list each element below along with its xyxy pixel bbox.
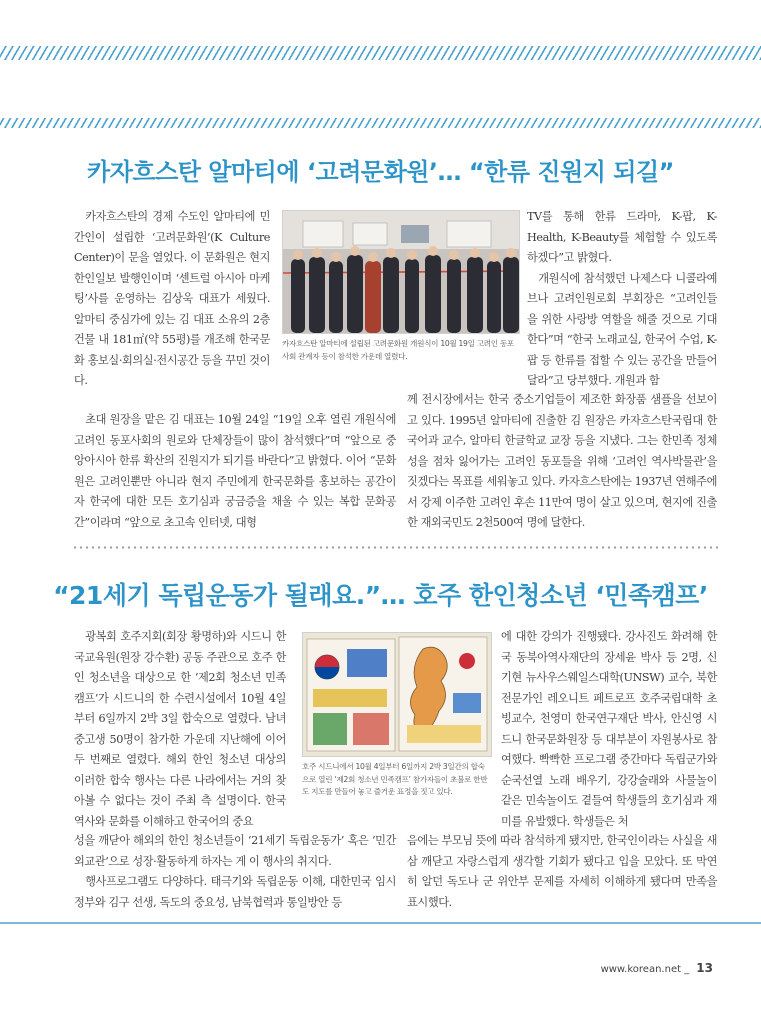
article-2-column-right — [501, 627, 717, 832]
article-2-paragraph: 행사프로그램도 다양하다. 태극기와 독립운동 이해, 대한민국 임시정부와 김구 선생, 독도의 중요성, 남북협력과 통일방안 등 — [74, 875, 396, 909]
article-1-paragraph: TV를 통해 한류 드라마, K-팝, K-Health, K-Beauty를 체험할 수 있도록 하겠다”고 밝혔다. — [527, 210, 717, 264]
decorative-hatch-band-bottom — [0, 118, 761, 128]
article-2-column-left-bottom — [74, 831, 396, 913]
footer-rule — [0, 922, 761, 924]
article-1-photo-caption: 카자흐스탄 알마티에 설립된 고려문화원 개원식이 10월 19일 고려인 동포사회 관계자 등이 참석한 가운데 열렸다. — [282, 339, 515, 361]
article-2-photo — [302, 632, 492, 757]
article-1-paragraph: 개원식에 참석했던 나제스다 니콜라예브나 고려인원로회 부회장은 “고려인들을 위한 사랑방 역할을 해줄 것으로 기대한다”며 “한국 노래교실, 한국어 수업, K-팝 등 한류를 접할 수 있는 공간을 만들어 달라”고 당부했다. 개원과 함 — [527, 271, 717, 387]
article-2-paragraph: 광복회 호주지회(회장 황명하)와 시드니 한국교육원(원장 강수환) 공동 주관으로 호주 한인 청소년을 대상으로 한 ‘제2회 청소년 민족캠프’가 시드니의 한 수련시설에서 10월 4일부터 6일까지 2박 3일 합숙으로 열렸다. 남녀 중고생 50명이 참가한 가운데 지난해에 이어 두 번째로 열렸다. 해외 한인 청소년 대상의 이러한 합숙 행사는 다른 나라에서는 거의 찾아볼 수 없다는 것이 주최 측 설명이다. 한국 역사와 문화를 이해하고 한국어의 중요 — [74, 630, 286, 828]
section-divider-dotted — [72, 546, 718, 549]
article-1-paragraph: 께 전시장에서는 한국 중소기업들이 제조한 화장품 샘플을 선보이고 있다. 1995년 알마티에 진출한 김 원장은 카자흐스탄국립대 한국어과 교수, 알마티 한글학교 교장 등을 지냈다. 그는 한민족 정체성을 점차 잃어가는 고려인 동포들을 위해 ‘고려인 역사박물관’을 짓겠다는 목표를 세워놓고 있다. 카자흐스탄에는 1937년 연해주에서 강제 이주한 고려인 후손 11만여 명이 살고 있으며, 현지에 진출한 재외국민도 2천500여 명에 달한다. — [407, 393, 717, 529]
article-1-column-right-bottom — [407, 390, 717, 534]
article-1-column-left-bottom — [74, 410, 396, 533]
article-2-column-right-bottom — [407, 831, 717, 913]
article-1-column-left — [74, 207, 270, 392]
decorative-hatch-band-top — [0, 46, 761, 60]
article-2-headline: “21세기 독립운동가 될래요.”… 호주 한인청소년 ‘민족캠프’ — [53, 581, 708, 610]
article-2-paragraph: 에 대한 강의가 진행됐다. 강사진도 화려해 한국 동북아역사재단의 장세윤 박사 등 2명, 신기현 뉴사우스웨일스대학(UNSW) 교수, 북한 전문가인 레오니트 페트로프 호주국립대학 초빙교수, 천영미 한국연구재단 박사, 안신영 시드니 한국문화원장 등 대부분이 자원봉사로 참여했다. 빡빡한 프로그램 중간마다 독립군가와 순국선열 노래 배우기, 강강술래와 사물놀이 같은 민속놀이도 곁들여 학생들의 호기심과 재미를 유발했다. 학생들은 처 — [501, 630, 717, 828]
ceremony-photo-illustration — [283, 211, 519, 333]
article-2-paragraph: 음에는 부모님 뜻에 따라 참석하게 됐지만, 한국인이라는 사실을 새삼 깨닫고 자랑스럽게 생각할 기회가 됐다고 입을 모았다. 또 막연히 알던 독도나 군 위안부 문제를 자세히 이해하게 됐다며 만족을 표시했다. — [407, 834, 717, 909]
page-footer — [601, 957, 713, 976]
article-1-paragraph: 초대 원장을 맡은 김 대표는 10월 24일 “19일 오후 열린 개원식에 고려인 동포사회의 원로와 단체장들이 많이 참석했다”며 “앞으로 중앙아시아 한류 확산의 진원지가 되기를 바란다”고 밝혔다. 이어 “문화원은 고려인뿐만 아니라 현지 주민에게 한국문화를 홍보하는 공간이자 한국에 대한 모든 호기심과 궁금증을 채울 수 있는 복합 문화공간”이라며 “앞으로 초고속 인터넷, 대형 — [74, 413, 396, 529]
camp-photo-illustration — [303, 633, 491, 756]
page-number: 13 — [696, 961, 713, 975]
article-1-column-right — [527, 207, 717, 392]
article-1-paragraph: 카자흐스탄의 경제 수도인 알마티에 민간인이 설립한 ‘고려문화원’(K Culture Center)이 문을 열었다. 이 문화원은 현지 한인일보 발행인이며 ‘센트럴 아시아 마케팅’사를 운영하는 김상욱 대표가 세웠다. 알마티 중심가에 있는 김 대표 소유의 2층 건물 내 181㎡(약 55평)를 개조해 한국문화 홍보실·회의실·전시공간 등을 꾸민 것이다. — [74, 210, 270, 387]
article-2-paragraph: 성을 깨닫아 해외의 한인 청소년들이 ‘21세기 독립운동가’ 혹은 ‘민간외교관’으로 성장·활동하게 하자는 게 이 행사의 취지다. — [74, 834, 396, 868]
footer-url: www.korean.net _ — [600, 964, 690, 975]
article-1-headline: 카자흐스탄 알마티에 ‘고려문화원’… “한류 진원지 되길” — [87, 158, 674, 186]
article-2-column-left — [74, 627, 286, 832]
article-1-photo — [282, 210, 520, 334]
article-2-photo-caption: 호주 시드니에서 10월 4일부터 6일까지 2박 3일간의 합숙으로 열린 ‘제2회 청소년 민족캠프’ 참가자들이 초불로 한반도 지도를 만들어 놓고 즐거운 표정을 짓고 있다. — [302, 762, 488, 796]
